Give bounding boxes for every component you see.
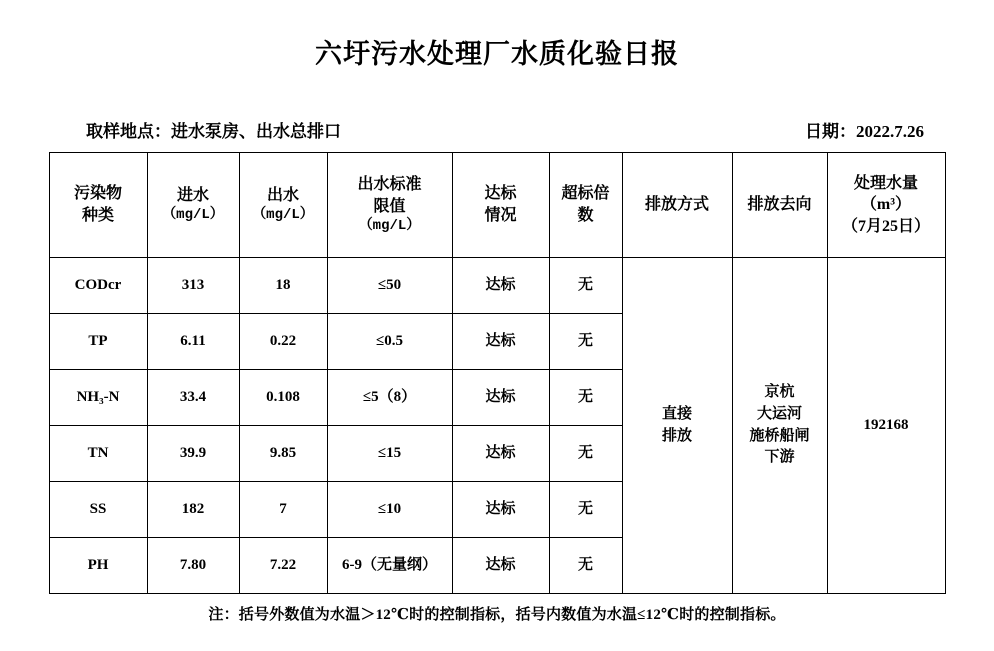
header-pollutant: 污染物 种类 xyxy=(49,153,147,258)
table-header-row xyxy=(49,153,945,258)
cell-limit: ≤50 xyxy=(327,258,452,314)
cell-pollutant: CODcr xyxy=(49,258,147,314)
header-exceed-multiple: 超标倍 数 xyxy=(549,153,622,258)
cell-discharge-destination: 京杭 大运河 施桥船闸 下游 xyxy=(732,258,827,594)
cell-compliance: 达标 xyxy=(452,482,549,538)
header-discharge-destination: 排放去向 xyxy=(732,153,827,258)
cell-exceed: 无 xyxy=(549,258,622,314)
cell-inflow: 6.11 xyxy=(147,314,239,370)
cell-discharge-method: 直接 排放 xyxy=(622,258,732,594)
cell-pollutant: NH₃-N xyxy=(49,370,147,426)
cell-inflow: 33.4 xyxy=(147,370,239,426)
header-outflow: 出水 （mg/L） xyxy=(239,153,327,258)
table-footnote: 注：括号外数值为水温＞12℃时的控制指标，括号内数值为水温≤12℃时的控制指标。 xyxy=(208,607,786,623)
cell-outflow: 18 xyxy=(239,258,327,314)
cell-outflow: 7 xyxy=(239,482,327,538)
cell-pollutant: SS xyxy=(49,482,147,538)
page-title: 六圩污水处理厂水质化验日报 xyxy=(315,39,679,69)
cell-exceed: 无 xyxy=(549,538,622,594)
sampling-location: 取样地点：进水泵房、出水总排口 xyxy=(86,122,341,141)
water-quality-table xyxy=(49,152,946,594)
cell-inflow: 313 xyxy=(147,258,239,314)
cell-outflow: 0.22 xyxy=(239,314,327,370)
header-inflow: 进水 （mg/L） xyxy=(147,153,239,258)
cell-compliance: 达标 xyxy=(452,538,549,594)
cell-compliance: 达标 xyxy=(452,426,549,482)
cell-limit: ≤10 xyxy=(327,482,452,538)
cell-limit: ≤15 xyxy=(327,426,452,482)
cell-pollutant: TN xyxy=(49,426,147,482)
header-treated-volume: 处理水量 （m³） （7月25日） xyxy=(827,153,945,258)
cell-outflow: 7.22 xyxy=(239,538,327,594)
report-meta xyxy=(86,117,924,142)
cell-pollutant: TP xyxy=(49,314,147,370)
header-compliance: 达标 情况 xyxy=(452,153,549,258)
table-row xyxy=(49,258,945,314)
cell-exceed: 无 xyxy=(549,426,622,482)
cell-compliance: 达标 xyxy=(452,314,549,370)
header-discharge-limit: 出水标准 限值 （mg/L） xyxy=(327,153,452,258)
cell-exceed: 无 xyxy=(549,370,622,426)
report-date: 日期：2022.7.26 xyxy=(805,122,924,141)
cell-compliance: 达标 xyxy=(452,370,549,426)
cell-inflow: 7.80 xyxy=(147,538,239,594)
cell-inflow: 39.9 xyxy=(147,426,239,482)
cell-compliance: 达标 xyxy=(452,258,549,314)
cell-limit: ≤5（8） xyxy=(327,370,452,426)
cell-limit: 6-9（无量纲） xyxy=(327,538,452,594)
cell-exceed: 无 xyxy=(549,482,622,538)
header-discharge-method: 排放方式 xyxy=(622,153,732,258)
cell-inflow: 182 xyxy=(147,482,239,538)
cell-outflow: 0.108 xyxy=(239,370,327,426)
cell-pollutant: PH xyxy=(49,538,147,594)
cell-treated-volume: 192168 xyxy=(827,258,945,594)
cell-outflow: 9.85 xyxy=(239,426,327,482)
cell-limit: ≤0.5 xyxy=(327,314,452,370)
cell-exceed: 无 xyxy=(549,314,622,370)
